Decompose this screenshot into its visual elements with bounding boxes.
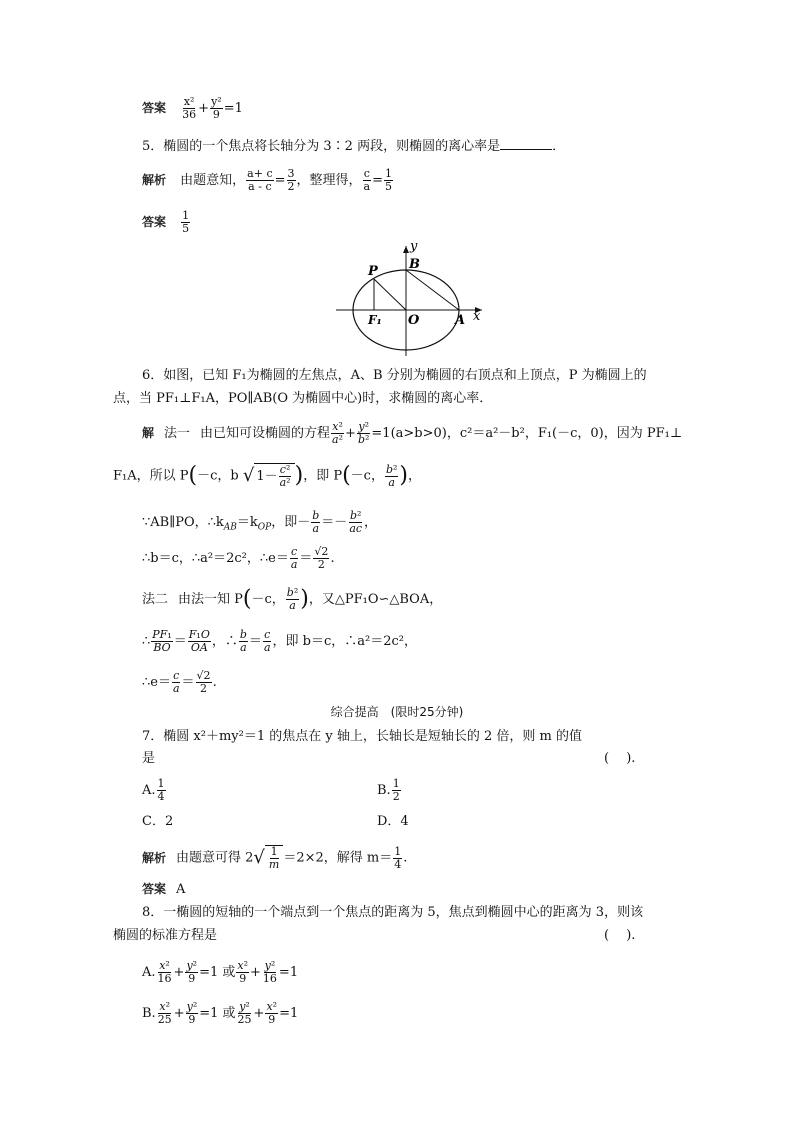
fraction: $\frac{\text{x²}}{\text{a²}}$ [332, 420, 344, 446]
analysis-label: 解析 [142, 850, 167, 865]
q7-answer: 答案 A [142, 882, 186, 897]
q7-option-a: A. $\frac{1}{4}$ [142, 777, 165, 803]
q8-option-a: A. $\frac{\text{x²}}{16}$ + $\frac{\text{y²}}{9}$ =1 或 $\frac{\text{x²}}{9}$ + $\frac{\text{y²}}{16}$ =1 [142, 959, 299, 985]
fraction: $\frac{\text{y²}}{\text{b²}}$ [357, 420, 370, 446]
answer-paren: ( ). [604, 928, 636, 943]
q6-method2-line3: ∴e＝ $\frac{c}{a}$ ＝ $\frac{√2}{2}$ . [142, 669, 217, 695]
answer-label: 答案 [142, 215, 167, 229]
q6-stem-line2: 点，当 PF₁⊥F₁A，PO∥AB(O 为椭圆中心)时，求椭圆的离心率． [113, 391, 493, 406]
label-F1: F₁ [368, 313, 382, 327]
label-P: P [368, 264, 378, 279]
answer-blank [500, 137, 552, 150]
fraction: $\frac{\text{b²}}{a}$ [385, 462, 398, 489]
fraction: $\frac{\text{x²}}{36}$ [182, 95, 197, 121]
fraction: $\frac{\text{PF₁}}{BO}$ [152, 628, 172, 654]
sqrt: √ $\frac{1}{m}$ [253, 845, 283, 871]
fraction: $\frac{√2}{2}$ [196, 669, 211, 695]
q7-option-c: C．2 [142, 814, 174, 829]
q4-answer-line: 答案 $\frac{\text{x²}}{36}$ + $\frac{\text{y²}}{9}$ =1 [142, 95, 243, 121]
y-axis-arrow [403, 246, 409, 253]
fraction: $\frac{1}{4}$ [394, 844, 402, 871]
solution-label: 解 [142, 426, 155, 440]
fraction: $\frac{1}{5}$ [385, 167, 392, 193]
fraction: $\frac{c}{a}$ [172, 669, 180, 695]
q6-method2-line1: 法二 由法一知 P(－c， $\frac{\text{b²}}{a}$ )，又△PF₁O∽△BOA， [142, 586, 443, 612]
sqrt: √ 1－ $\frac{\text{c²}}{\text{a²}}$ [243, 463, 295, 489]
q7-analysis: 解析 由题意可得 2 √ $\frac{1}{m}$ ＝2×2，解得 m＝ $\frac{1}{4}$ . [142, 844, 408, 871]
q5-stem: 5．椭圆的一个焦点将长轴分为 3∶2 两段，则椭圆的离心率是 ． [142, 139, 566, 154]
q6-method1-line4: ∴b＝c，∴a²＝2c²，∴e＝ $\frac{c}{a}$ ＝ $\frac{√2}{2}$ . [142, 545, 335, 571]
label-A: A [455, 313, 466, 328]
q8-option-b: B. $\frac{\text{x²}}{25}$ + $\frac{\text{y²}}{9}$ =1 或 $\frac{\text{y²}}{25}$ + $\frac{\text{x²}}{9}$ =1 [142, 1000, 299, 1026]
label-y: y [410, 239, 418, 254]
q6-method1-line2: F₁A，所以 P(－c，b √ 1－ $\frac{\text{c²}}{\text{a²}}$ )，即 P(－c， $\frac{\text{b²}}{a}$ )， [113, 462, 422, 489]
fraction: $\frac{1}{5}$ [182, 209, 190, 235]
label-B: B [409, 257, 420, 272]
fraction: $\frac{\text{b²}}{a}$ [286, 586, 299, 612]
fraction: $\frac{b}{a}$ [239, 628, 247, 654]
fraction: $\frac{b}{a}$ [312, 509, 320, 535]
q7-stem-line1: 7．椭圆 x²＋my²＝1 的焦点在 y 轴上，长轴长是短轴长的 2 倍，则 m 的值 [142, 729, 582, 744]
answer-paren: ( ). [604, 751, 636, 766]
q6-method1-line3: ∵AB∥PO，$\therefore k_{AB}=k_{OP}$，即－ $\frac{b}{a}$ ＝－ $\frac{\text{b²}}{ac}$ ， [142, 509, 378, 535]
fraction: $\frac{\text{b²}}{ac}$ [349, 509, 363, 535]
fraction: $\frac{a+ c}{a - c}$ [247, 167, 273, 193]
fraction: $\frac{\text{F₁O}}{OA}$ [188, 628, 210, 654]
segment-PO [374, 279, 406, 310]
q5-analysis: 解析 由题意知， $\frac{a+ c}{a - c}$ = $\frac{3}{2}$ ，整理得， $\frac{c}{a}$ = $\frac{1}{5}$ [142, 167, 392, 193]
label-O: O [408, 313, 420, 328]
q5-answer [142, 210, 191, 235]
q7-option-b: B. $\frac{1}{2}$ [377, 777, 400, 803]
label-x: x [473, 309, 481, 324]
q7-stem-line2: 是 ( ). [142, 751, 636, 766]
fraction: $\frac{c}{a}$ [363, 167, 371, 193]
q6-stem-line1: 6．如图，已知 F₁为椭圆的左焦点，A、B 分别为椭圆的右顶点和上顶点，P 为椭圆上的 [142, 368, 647, 383]
fraction: $\frac{3}{2}$ [287, 167, 295, 193]
q8-stem-line2: 椭圆的标准方程是 ( ). [113, 928, 636, 943]
answer-label: 答案 [142, 882, 167, 896]
fraction: $\frac{c}{a}$ [263, 628, 271, 654]
fraction: $\frac{√2}{2}$ [314, 545, 329, 571]
ellipse-figure [330, 238, 490, 360]
q6-method2-line2: ∴ $\frac{\text{PF₁}}{BO}$ ＝ $\frac{\text{F₁O}}{OA}$ ，∴ $\frac{b}{a}$ ＝ $\frac{c}{a}$ ，即 b＝c，∴a²＝2c²， [142, 628, 417, 654]
answer-label: 答案 [142, 101, 167, 115]
q6-method1-line1: 解 法一 由已知可设椭圆的方程 $\frac{\text{x²}}{\text{a²}}$ + $\frac{\text{y²}}{\text{b²}}$ =1(a>b>0)，c²＝a²－b²，F₁(－c，0)，因为 PF₁⊥ [142, 420, 683, 446]
fraction: $\frac{\text{y²}}{9}$ [211, 95, 222, 121]
section-title: 综合提高 (限时25分钟) [330, 705, 464, 719]
segment-AB [406, 270, 459, 310]
q7-option-d: D．4 [377, 814, 409, 829]
fraction: $\frac{c}{a}$ [290, 545, 298, 571]
analysis-label: 解析 [142, 173, 167, 187]
q8-stem-line1: 8．一椭圆的短轴的一个端点到一个焦点的距离为 5，焦点到椭圆中心的距离为 3，则该 [142, 905, 644, 920]
